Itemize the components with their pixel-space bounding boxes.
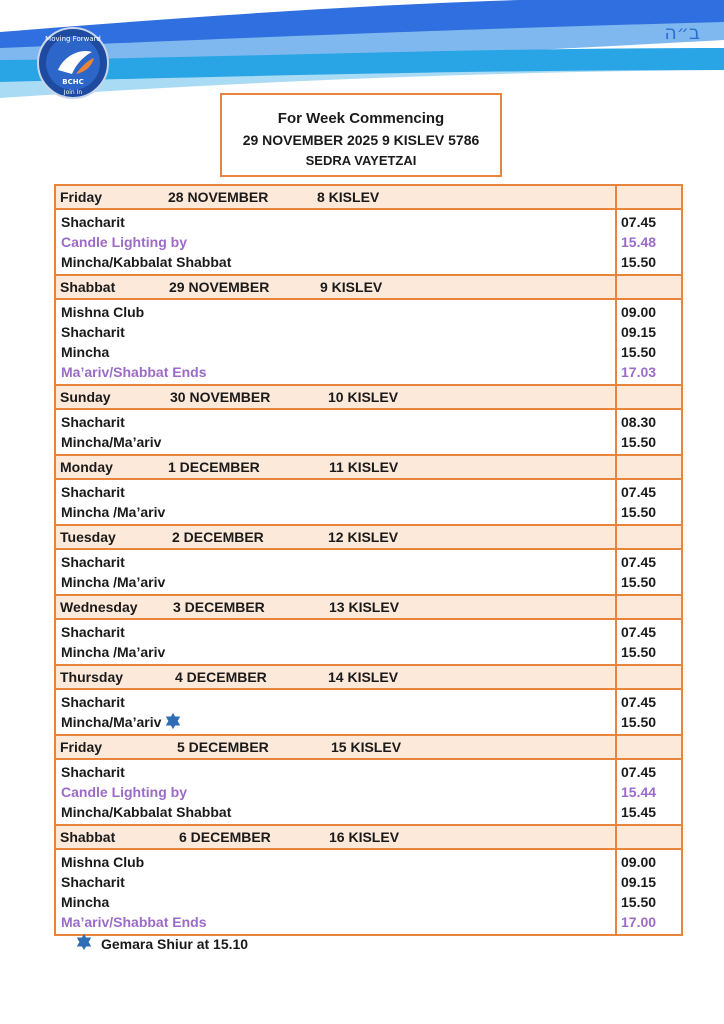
day-services-row — [56, 480, 681, 526]
services-cell — [56, 690, 617, 734]
day-name: Shabbat — [60, 829, 116, 845]
footnote — [72, 933, 248, 954]
day-services-row — [56, 620, 681, 666]
day-name: Shabbat — [60, 279, 116, 295]
service-name: Candle Lighting by — [61, 234, 187, 250]
day-header-cell — [56, 276, 617, 298]
day-header-row — [56, 186, 681, 210]
day-header-time-cell — [617, 186, 681, 208]
times-cell — [617, 550, 681, 594]
service-name: Ma’ariv/Shabbat Ends — [61, 914, 207, 930]
day-header-row — [56, 596, 681, 620]
logo-bottom-text: Join In — [63, 89, 83, 96]
service-time: 15.50 — [621, 894, 657, 910]
services-cell — [56, 760, 617, 824]
service-time: 07.45 — [621, 624, 657, 640]
service-name: Mincha/Ma’ariv — [61, 434, 162, 450]
service-time: 09.00 — [621, 304, 657, 320]
hebrew-label: ב״ה — [664, 22, 700, 44]
times-cell — [617, 210, 681, 274]
day-date: 4 DECEMBER — [175, 669, 267, 685]
service-name: Shacharit — [61, 214, 125, 230]
service-name: Mincha /Ma’ariv — [61, 574, 166, 590]
service-time: 08.30 — [621, 414, 657, 430]
service-time: 09.00 — [621, 854, 657, 870]
service-name: Shacharit — [61, 624, 125, 640]
service-time: 17.00 — [621, 914, 657, 930]
service-time: 09.15 — [621, 324, 657, 340]
day-name: Tuesday — [60, 529, 116, 545]
service-name: Mincha — [61, 344, 110, 360]
times-cell — [617, 620, 681, 664]
services-cell — [56, 620, 617, 664]
day-date: 28 NOVEMBER — [168, 189, 269, 205]
day-services-row — [56, 410, 681, 456]
day-header-row — [56, 736, 681, 760]
services-cell — [56, 210, 617, 274]
header-dates: 29 NOVEMBER 2025 9 KISLEV 5786 — [242, 132, 480, 148]
service-time: 15.50 — [621, 344, 657, 360]
day-services-row — [56, 690, 681, 736]
day-header-cell — [56, 386, 617, 408]
star-of-david-icon — [75, 933, 93, 954]
service-time: 07.45 — [621, 214, 657, 230]
service-time: 15.50 — [621, 254, 657, 270]
day-header-row — [56, 526, 681, 550]
service-name: Shacharit — [61, 764, 125, 780]
service-time: 15.44 — [621, 784, 657, 800]
day-header-cell — [56, 186, 617, 208]
service-time: 09.15 — [621, 874, 657, 890]
day-header-row — [56, 456, 681, 480]
day-name: Monday — [60, 459, 113, 475]
times-cell — [617, 760, 681, 824]
week-header — [220, 93, 502, 177]
day-date: 1 DECEMBER — [168, 459, 260, 475]
header-title: For Week Commencing — [277, 110, 445, 127]
services-cell — [56, 550, 617, 594]
day-header-time-cell — [617, 826, 681, 848]
services-cell — [56, 850, 617, 934]
day-hebrew-date: 16 KISLEV — [329, 829, 400, 845]
day-header-time-cell — [617, 666, 681, 688]
services-cell — [56, 410, 617, 454]
day-header-time-cell — [617, 526, 681, 548]
day-header-time-cell — [617, 276, 681, 298]
service-name: Mincha — [61, 894, 110, 910]
day-services-row — [56, 300, 681, 386]
service-name: Mincha /Ma’ariv — [61, 644, 166, 660]
day-header-time-cell — [617, 456, 681, 478]
day-hebrew-date: 8 KISLEV — [317, 189, 380, 205]
service-name: Shacharit — [61, 414, 125, 430]
day-header-row — [56, 826, 681, 850]
service-time: 07.45 — [621, 764, 657, 780]
service-name: Mishna Club — [61, 304, 145, 320]
service-name: Shacharit — [61, 484, 125, 500]
service-name: Mincha/Ma’ariv — [61, 712, 615, 732]
day-date: 30 NOVEMBER — [170, 389, 271, 405]
times-cell — [617, 480, 681, 524]
service-name: Candle Lighting by — [61, 784, 187, 800]
day-header-row — [56, 276, 681, 300]
service-name: Shacharit — [61, 324, 125, 340]
times-cell — [617, 410, 681, 454]
times-cell — [617, 850, 681, 934]
service-name: Shacharit — [61, 874, 125, 890]
day-services-row — [56, 850, 681, 934]
day-header-time-cell — [617, 596, 681, 618]
service-name: Mincha/Kabbalat Shabbat — [61, 804, 232, 820]
day-name: Thursday — [60, 669, 124, 685]
logo-top-text: Moving Forward — [45, 35, 101, 43]
day-header-time-cell — [617, 386, 681, 408]
day-hebrew-date: 10 KISLEV — [328, 389, 399, 405]
service-time: 15.45 — [621, 804, 657, 820]
day-header-time-cell — [617, 736, 681, 758]
service-name: Shacharit — [61, 554, 125, 570]
day-hebrew-date: 9 KISLEV — [320, 279, 383, 295]
header-sedra: SEDRA VAYETZAI — [305, 153, 417, 168]
bchc-logo — [36, 26, 110, 100]
day-services-row — [56, 550, 681, 596]
star-of-david-icon — [164, 712, 182, 735]
service-name: Shacharit — [61, 694, 125, 710]
service-time: 15.50 — [621, 574, 657, 590]
day-services-row — [56, 760, 681, 826]
day-header-cell — [56, 596, 617, 618]
service-time: 15.50 — [621, 504, 657, 520]
day-hebrew-date: 11 KISLEV — [329, 459, 399, 475]
service-name: Mincha/Kabbalat Shabbat — [61, 254, 232, 270]
day-hebrew-date: 13 KISLEV — [329, 599, 400, 615]
services-cell — [56, 480, 617, 524]
day-name: Wednesday — [60, 599, 138, 615]
day-header-cell — [56, 666, 617, 688]
service-time: 17.03 — [621, 364, 657, 380]
day-name: Sunday — [60, 389, 111, 405]
times-cell — [617, 300, 681, 384]
day-date: 6 DECEMBER — [179, 829, 271, 845]
footnote-text: Gemara Shiur at 15.10 — [101, 935, 249, 952]
logo-middle-text: BCHC — [62, 78, 84, 86]
day-date: 3 DECEMBER — [173, 599, 265, 615]
times-cell — [617, 690, 681, 734]
day-date: 5 DECEMBER — [177, 739, 269, 755]
day-date: 29 NOVEMBER — [169, 279, 270, 295]
service-time: 15.48 — [621, 234, 657, 250]
day-header-cell — [56, 736, 617, 758]
day-services-row — [56, 210, 681, 276]
day-name: Friday — [60, 189, 103, 205]
day-header-row — [56, 666, 681, 690]
service-name: Mincha /Ma’ariv — [61, 504, 166, 520]
schedule-table — [54, 184, 683, 936]
service-name: Mishna Club — [61, 854, 145, 870]
day-header-cell — [56, 456, 617, 478]
service-time: 15.50 — [621, 434, 657, 450]
service-time: 07.45 — [621, 554, 657, 570]
day-hebrew-date: 14 KISLEV — [328, 669, 399, 685]
service-time: 15.50 — [621, 714, 657, 730]
day-name: Friday — [60, 739, 103, 755]
day-date: 2 DECEMBER — [172, 529, 264, 545]
day-hebrew-date: 12 KISLEV — [328, 529, 399, 545]
day-header-cell — [56, 526, 617, 548]
service-time: 15.50 — [621, 644, 657, 660]
services-cell — [56, 300, 617, 384]
day-header-cell — [56, 826, 617, 848]
service-time: 07.45 — [621, 484, 657, 500]
day-header-row — [56, 386, 681, 410]
service-name: Ma’ariv/Shabbat Ends — [61, 364, 207, 380]
day-hebrew-date: 15 KISLEV — [331, 739, 402, 755]
service-time: 07.45 — [621, 694, 657, 710]
